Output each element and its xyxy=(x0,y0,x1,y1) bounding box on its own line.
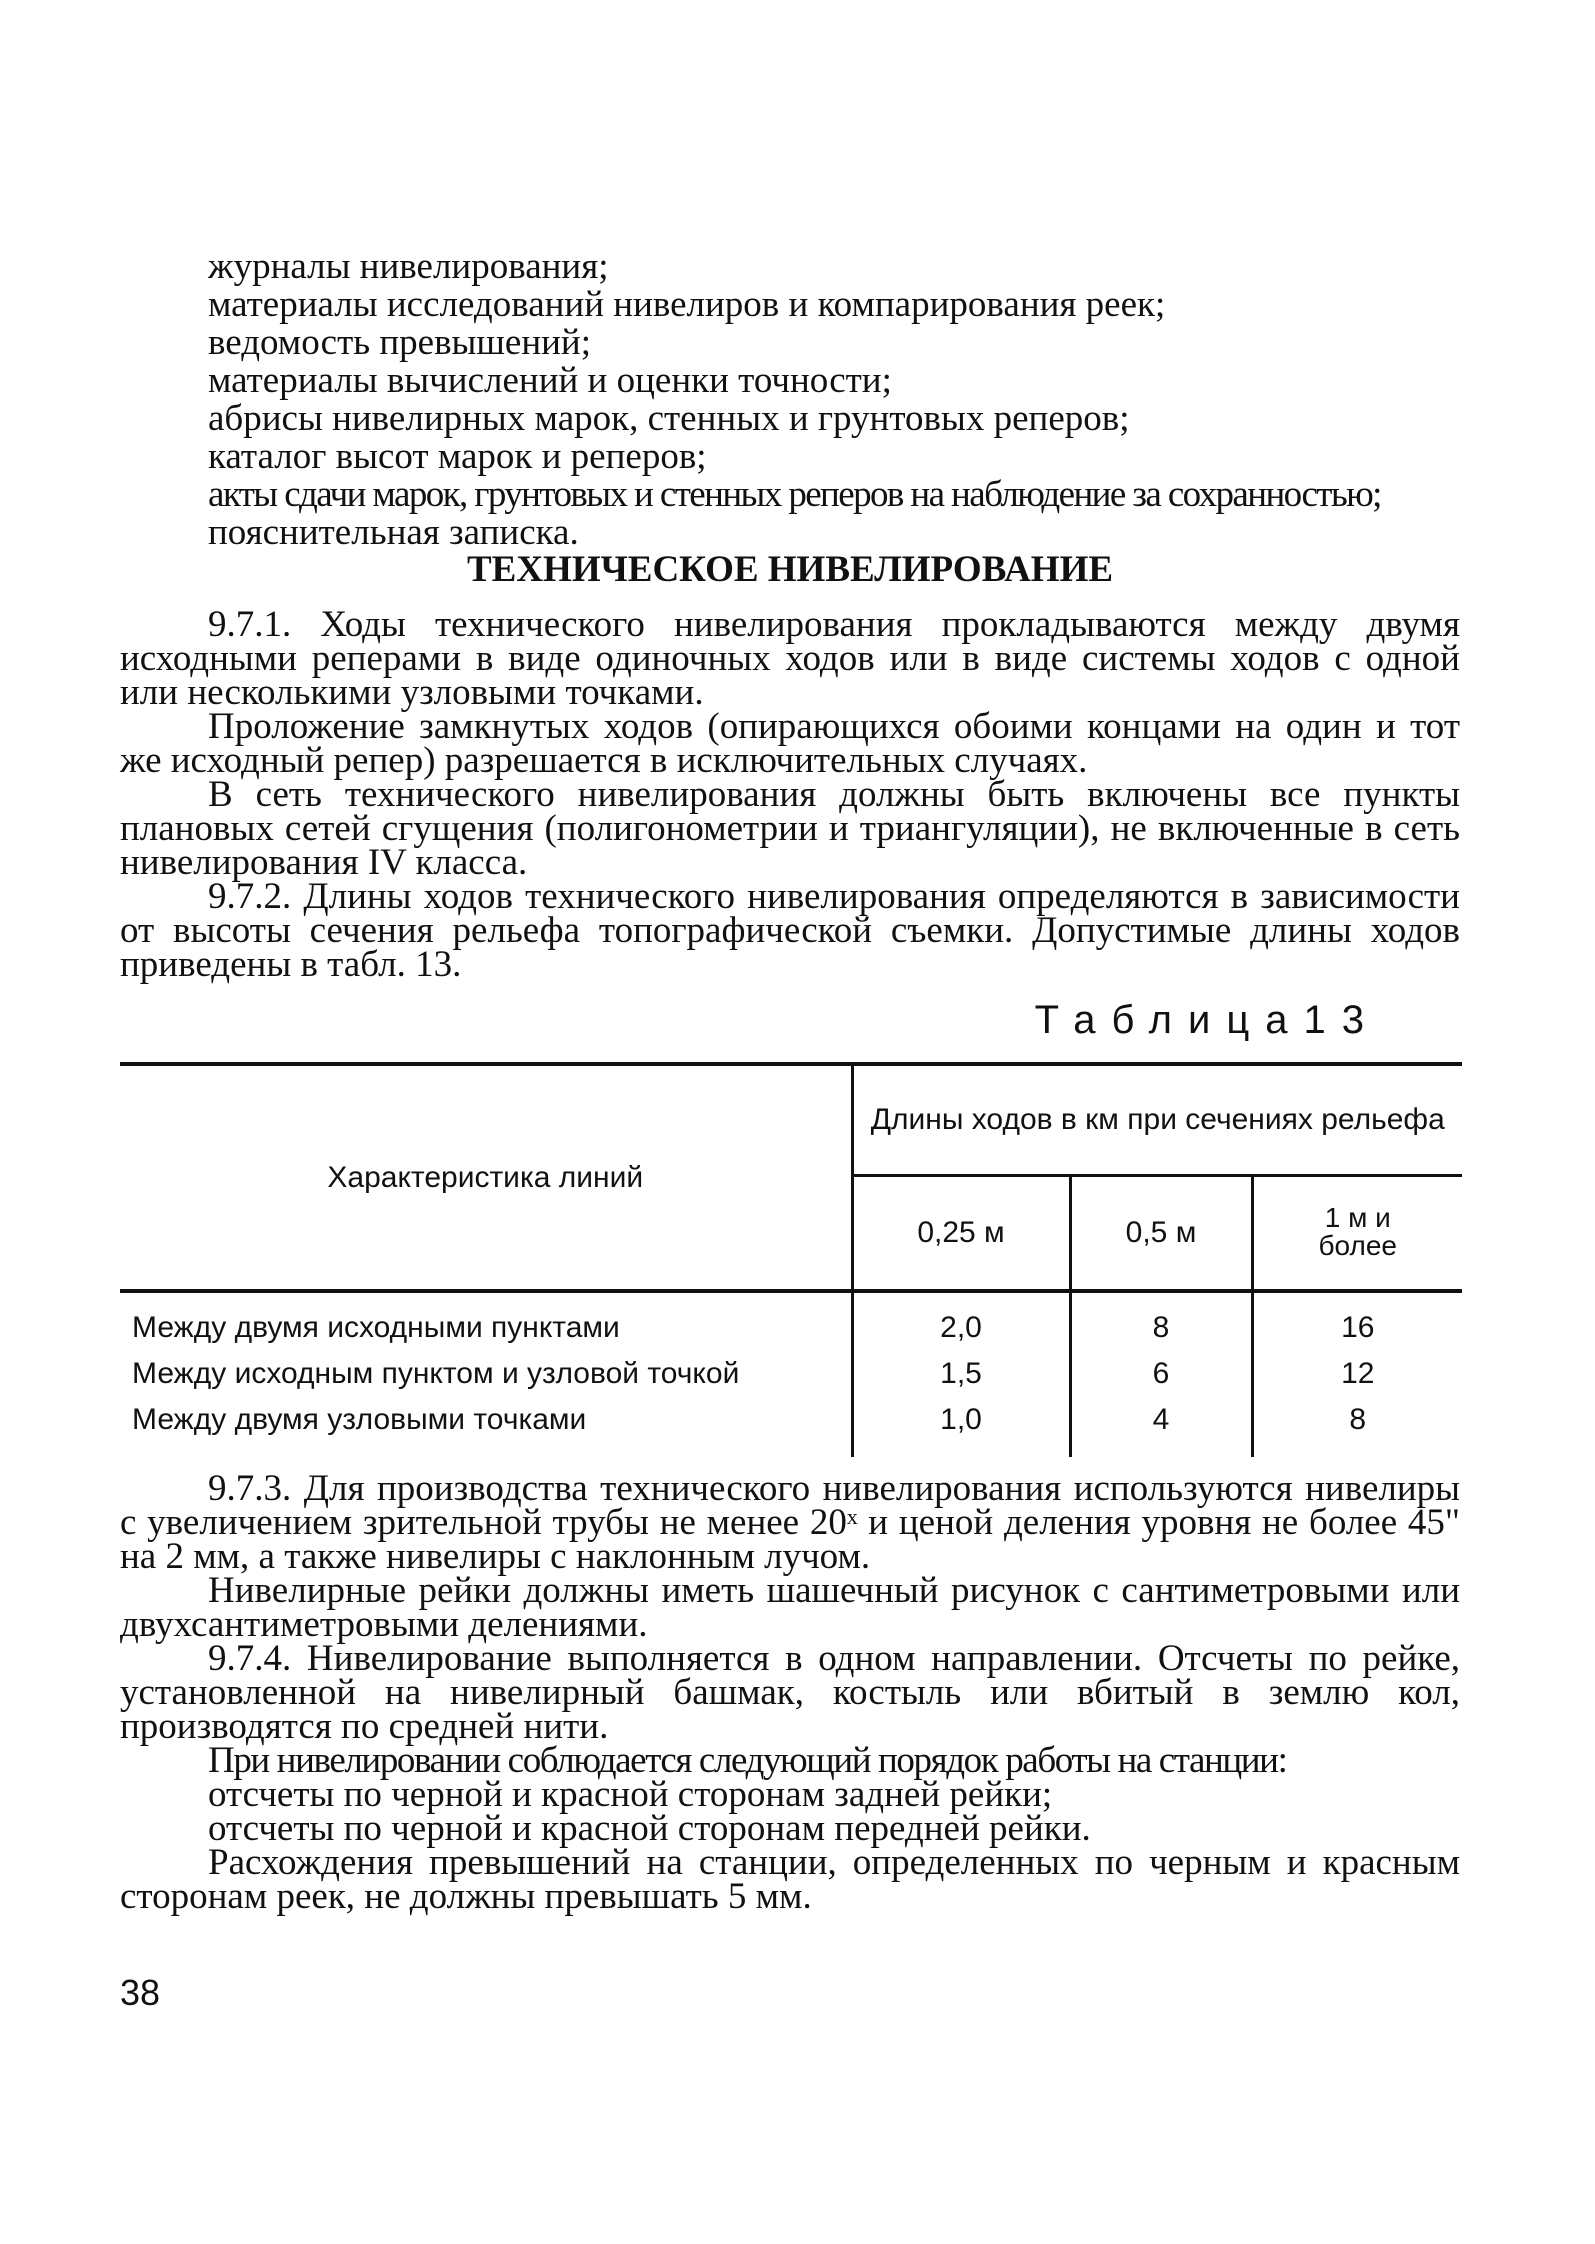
body-text-after-table xyxy=(120,1468,1460,1917)
paragraph: Нивелирные рейки должны иметь шашечный рисунок с сантиметровыми или двухсантиметровыми делениями. xyxy=(120,1570,1460,1645)
table-title: Таблица13 xyxy=(1034,998,1380,1042)
list-item: материалы исследований нивелиров и компарирования реек; xyxy=(208,284,1166,325)
row-value: 12 xyxy=(1341,1357,1375,1390)
paragraph: 9.7.4. Нивелирование выполняется в одном направлении. Отсчеты по рейке, установленной на нивелирный башмак, костыль или вбитый в землю кол, производятся по средней нити. xyxy=(120,1638,1460,1747)
table-row xyxy=(120,1291,1462,1351)
page-number: 38 xyxy=(120,1972,161,2013)
paragraph: В сеть технического нивелирования должны быть включены все пункты плановых сетей сгущения (полигонометрии и триангуляции), не включенные в сеть нивелирования IV класса. xyxy=(120,774,1460,883)
list-item: журналы нивелирования; xyxy=(208,246,609,287)
table-row xyxy=(120,1351,1462,1397)
row-name: Между двумя узловыми точками xyxy=(120,1397,852,1457)
paragraph: Проложение замкнутых ходов (опирающихся обоими концами на один и тот же исходный репер) разрешается в исключительных случаях. xyxy=(120,706,1460,781)
list-item: абрисы нивелирных марок, стенных и грунтовых реперов; xyxy=(208,398,1130,439)
header-characteristic: Характеристика линий xyxy=(120,1064,852,1291)
row-value: 8 xyxy=(1070,1291,1252,1351)
subheader-1-plus-label: 1 м и более xyxy=(1318,1201,1397,1261)
list-item: ведомость превышений; xyxy=(208,322,592,363)
intro-list xyxy=(208,248,1478,552)
row-name: Между исходным пунктом и узловой точкой xyxy=(120,1351,852,1397)
body-text-before-table xyxy=(120,604,1460,985)
row-value: 16 xyxy=(1341,1311,1375,1344)
header-lengths: Длины ходов в км при сечениях рельефа xyxy=(852,1064,1462,1176)
paragraph: При нивелировании соблюдается следующий порядок работы на станции: xyxy=(208,1740,1287,1781)
subheader-0-5: 0,5 м xyxy=(1070,1176,1252,1292)
row-value: 1,0 xyxy=(852,1397,1070,1457)
paragraph: 9.7.3. Для производства технического нивелирования используются нивелиры с увеличением зрительной трубы не менее 20ˣ и ценой деления уровня не более 45" на 2 мм, а также нивелиры с наклонным лучом. xyxy=(120,1468,1460,1577)
section-title: ТЕХНИЧЕСКОЕ НИВЕЛИРОВАНИЕ xyxy=(466,549,1114,590)
row-value: 6 xyxy=(1070,1351,1252,1397)
paragraph: 9.7.1. Ходы технического нивелирования прокладываются между двумя исходными реперами в виде одиночных ходов или в виде системы ходов с одной или несколькими узловыми точками. xyxy=(120,604,1460,713)
list-item: акты сдачи марок, грунтовых и стенных реперов на наблюдение за сохранностью; xyxy=(208,474,1381,515)
row-name: Между двумя исходными пунктами xyxy=(120,1291,852,1351)
row-value: 4 xyxy=(1070,1397,1252,1457)
paragraph: 9.7.2. Длины ходов технического нивелирования определяются в зависимости от высоты сечения рельефа топографической съемки. Допустимые длины ходов приведены в табл. 13. xyxy=(120,876,1460,985)
lengths-table xyxy=(120,1062,1462,1457)
paragraph: Расхождения превышений на станции, определенных по черным и красным сторонам реек, не должны превышать 5 мм. xyxy=(120,1842,1460,1917)
list-item: пояснительная записка. xyxy=(208,512,579,553)
table-row xyxy=(120,1397,1462,1457)
row-value: 1,5 xyxy=(852,1351,1070,1397)
subheader-1-plus xyxy=(1252,1176,1462,1292)
list-item: материалы вычислений и оценки точности; xyxy=(208,360,892,401)
list-item: каталог высот марок и реперов; xyxy=(208,436,707,477)
paragraph: отсчеты по черной и красной сторонам задней рейки; xyxy=(208,1774,1053,1815)
row-value: 8 xyxy=(1349,1403,1367,1436)
subheader-0-25: 0,25 м xyxy=(852,1176,1070,1292)
paragraph: отсчеты по черной и красной сторонам передней рейки. xyxy=(208,1808,1091,1849)
row-value: 2,0 xyxy=(852,1291,1070,1351)
